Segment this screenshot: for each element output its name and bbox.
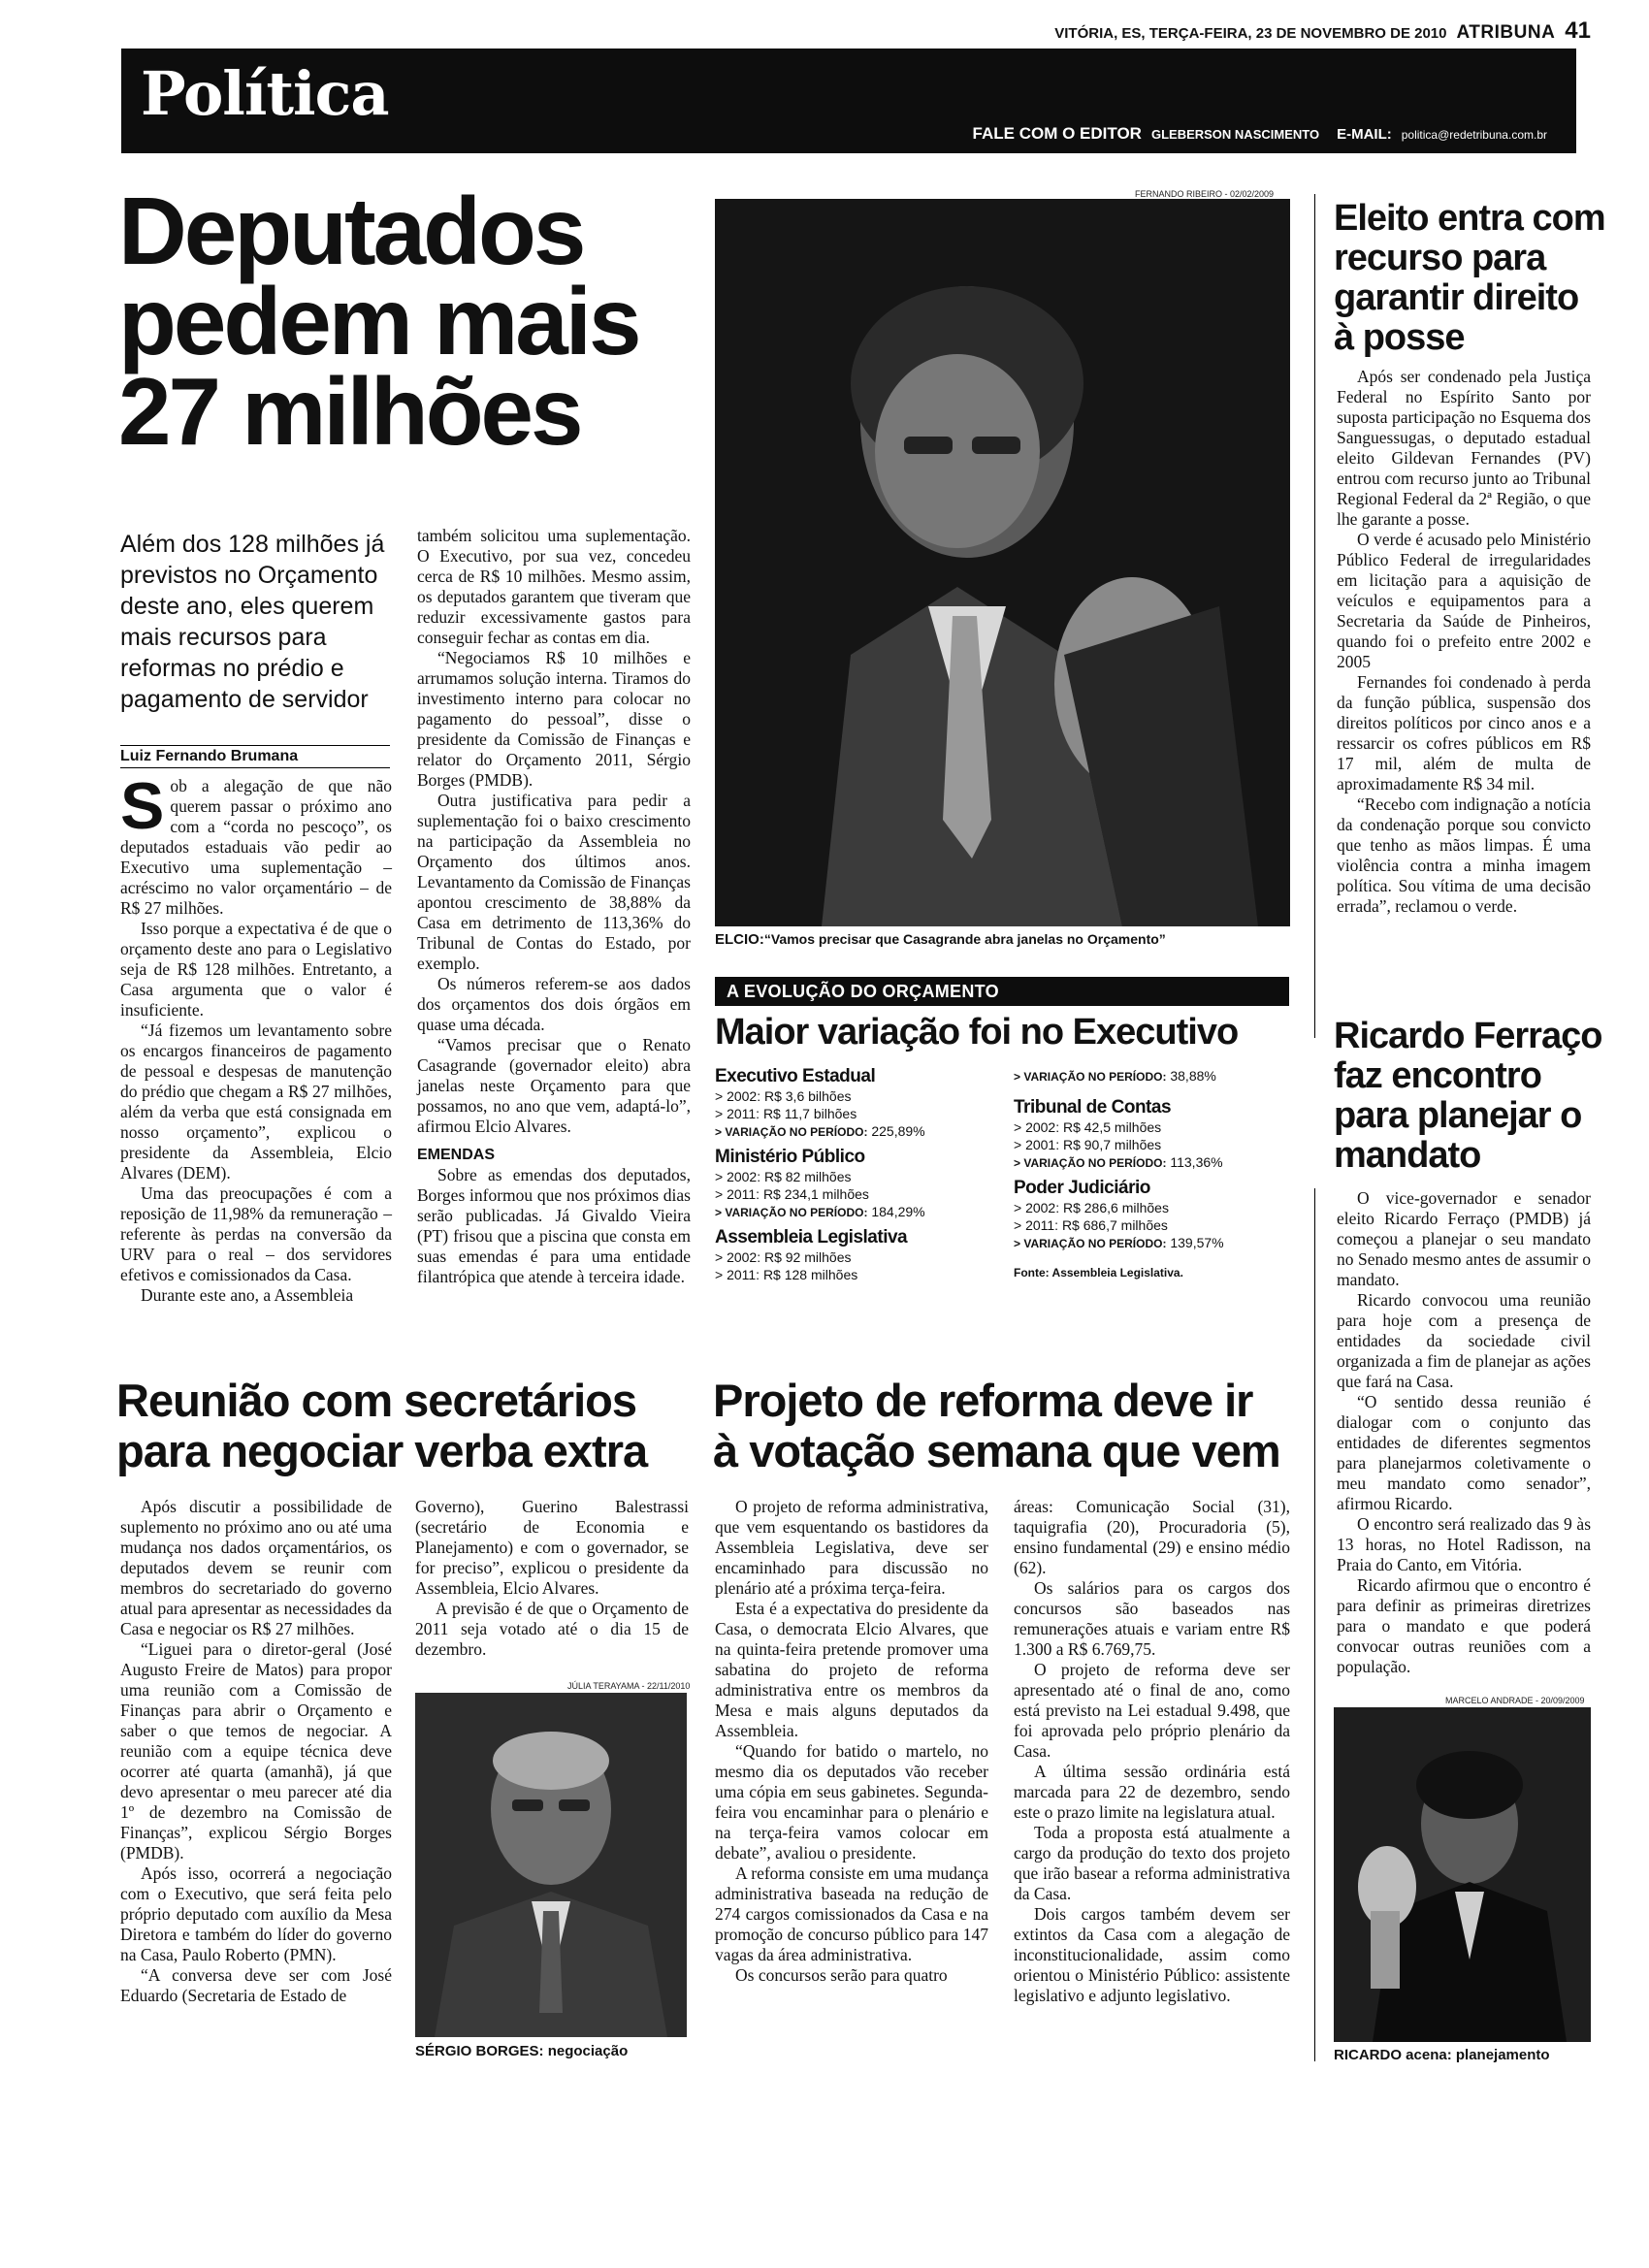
- paragraph: “Recebo com indignação a notícia da condenação porque sou convicto que tenho as mãos limpas. É uma violência contra a minha imagem política. Sou vítima de uma decisão errada”, reclamou o verde.: [1337, 794, 1591, 916]
- budget-line: > 2011: R$ 128 milhões: [715, 1267, 858, 1282]
- budget-tc: [1014, 1097, 1295, 1172]
- budget-line: > 2001: R$ 90,7 milhões: [1014, 1137, 1162, 1152]
- caption-sergio-text: negociação: [543, 2043, 629, 2059]
- column-rule-right: [1314, 194, 1315, 1038]
- story4-col-2: [1014, 1497, 1290, 2006]
- budget-judiciario: [1014, 1178, 1295, 1252]
- editor-name: GLEBERSON NASCIMENTO: [1150, 127, 1320, 142]
- editor-line: [973, 124, 1547, 144]
- main-col-1: [120, 769, 392, 1306]
- paragraph: Dois cargos também devem ser extintos da Casa com a alegação de inconstitucionalidade, assim como orientou o Ministério Público: assistente legislativo e adjunto legislativo.: [1014, 1904, 1290, 2005]
- paragraph: Uma das preocupações é com a reposição de 11,98% da remuneração – referente às perdas na conversão da URV para o real – dos servidores efetivos e comissionados da Casa.: [120, 1183, 392, 1284]
- story3-col-2: [415, 1497, 689, 1660]
- paragraph: O projeto de reforma administrativa, que vem esquentando os bastidores da Assembleia Legislativa, deve ser encaminhado para discussão no plenário até a próxima terça-feira.: [715, 1497, 988, 1598]
- photo-ricardo: [1334, 1707, 1591, 2042]
- paragraph: “O sentido dessa reunião é dialogar com o conjunto das entidades de diferentes segmentos para planejarmos coletivamente o meu mandato como senador”, afirmou Ricardo.: [1337, 1392, 1591, 1513]
- budget-entity-name: Ministério Público: [715, 1147, 865, 1167]
- paragraph: O projeto de reforma deve ser apresentado até o final de ano, como está previsto na Lei estadual 9.498, que foi aprovada pelo próprio plenário da Casa.: [1014, 1660, 1290, 1761]
- portrait-ricardo-image: [1334, 1707, 1591, 2042]
- budget-line: > 2002: R$ 3,6 bilhões: [715, 1088, 852, 1104]
- paragraph: “A conversa deve ser com José Eduardo (Secretaria de Estado de: [120, 1965, 392, 2005]
- paragraph: Isso porque a expectativa é de que o orçamento deste ano para o Legislativo seja de R$ 128 milhões. Entretanto, a Casa argumenta que o valor é insuficiente.: [120, 919, 392, 1020]
- paragraph: Governo), Guerino Balestrassi (secretário de Economia e Planejamento) e com o governador, se for preciso”, explicou o presidente da Assembleia, Elcio Alvares.: [415, 1497, 689, 1598]
- paragraph: “Negociamos R$ 10 milhões e arrumamos solução interna. Tiramos do investimento interno para colocar no pagamento do pessoal”, disse o presidente da Comissão de Finanças e relator do Orçamento 2011, Sérgio Borges (PMDB).: [417, 648, 691, 790]
- paragraph: áreas: Comunicação Social (31), taquigrafia (20), Procuradoria (5), ensino fundamental (29) e ensino médio (62).: [1014, 1497, 1290, 1577]
- byline: Luiz Fernando Brumana: [120, 745, 390, 768]
- paragraph: “Quando for batido o martelo, no mesmo dia os deputados vão receber uma cópia em seus gabinetes. Segunda-feira vou encaminhar para o plenário e na terça-feira vamos colocar em debate”, avaliou o presidente.: [715, 1741, 988, 1863]
- budget-line: > 2011: R$ 234,1 milhões: [715, 1186, 869, 1202]
- story3-headline-line-1: Reunião com secretários: [116, 1375, 636, 1426]
- story3-col-1: [120, 1497, 392, 2006]
- paragraph: “Liguei para o diretor-geral (José Augusto Freire de Matos) para propor uma reunião com a Comissão de Finanças para abrir o Orçamento e saber o que temos de negociar. A reunião com a equipe técnica deve ocorrer até quarta (amanhã), já que devo apresentar o meu parecer até dia 1º de dezembro na Comissão de Finanças”, explicou Sérgio Borges (PMDB).: [120, 1639, 392, 1863]
- paragraph: Após isso, ocorrerá a negociação com o Executivo, que será feita pelo próprio deputado com auxílio da Mesa Diretora e também do líder do governo na Casa, Paulo Roberto (PMN).: [120, 1863, 392, 1964]
- story4-headline-line-2: à votação semana que vem: [713, 1425, 1280, 1476]
- caption-elcio-text: “Vamos precisar que Casagrande abra janelas no Orçamento”: [763, 931, 1166, 947]
- subhead-emendas: EMENDAS: [417, 1147, 496, 1163]
- paragraph: O verde é acusado pelo Ministério Público Federal de irregularidades em licitação para a aquisição de veículos e equipamentos para a Secretaria da Saúde de Pinheiros, quando foi o prefeito entre 2002 e 2005: [1337, 530, 1591, 671]
- caption-ricardo-text: acena: planejamento: [1402, 2047, 1550, 2063]
- paragraph: Ricardo convocou uma reunião para hoje com a presença de entidades da sociedade civil organizada a fim de planejar as ações que fará na Casa.: [1337, 1290, 1591, 1391]
- caption-elcio: [715, 931, 1297, 948]
- email-address: politica@redetribuna.com.br: [1401, 128, 1547, 142]
- budget-line: > 2002: R$ 82 milhões: [715, 1169, 852, 1184]
- column-rule-bottom-right: [1314, 1188, 1315, 2061]
- budget-entity-name: Executivo Estadual: [715, 1066, 876, 1086]
- story3-headline-line-2: para negociar verba extra: [116, 1425, 648, 1476]
- story4-col-1: [715, 1497, 988, 1986]
- paragraph: Ricardo afirmou que o encontro é para definir as primeiras diretrizes para o mandato e que poderá convocar outras reuniões com a população.: [1337, 1575, 1591, 1676]
- main-deck: Além dos 128 milhões já previstos no Orçamento deste ano, eles querem mais recursos para reformas no prédio e pagamento de servidor: [120, 531, 385, 713]
- paragraph: Os números referem-se aos dados dos orçamentos dos dois órgãos em quase uma década.: [417, 974, 691, 1034]
- budget-variation: > VARIAÇÃO NO PERÍODO: 113,36%: [1014, 1154, 1223, 1170]
- story3-headline: [116, 1376, 698, 1476]
- portrait-sergio-image: [415, 1693, 687, 2037]
- budget-line: > 2011: R$ 11,7 bilhões: [715, 1106, 857, 1121]
- budget-col-right: [1014, 1067, 1295, 1280]
- paragraph: A última sessão ordinária está marcada para 22 de dezembro, sendo este o prazo limite na legislatura atual.: [1014, 1762, 1290, 1822]
- budget-line: > 2011: R$ 686,7 milhões: [1014, 1217, 1168, 1233]
- photo-credit-elcio: FERNANDO RIBEIRO - 02/02/2009: [1135, 189, 1275, 199]
- budget-line: > 2002: R$ 286,6 milhões: [1014, 1200, 1169, 1215]
- dropcap: S: [120, 769, 165, 843]
- paper-name: ATRIBUNA: [1456, 22, 1556, 43]
- story4-headline: [713, 1376, 1314, 1476]
- budget-col-left: [715, 1060, 1006, 1283]
- budget-executivo: [715, 1066, 1006, 1141]
- budget-entity-name: Poder Judiciário: [1014, 1178, 1150, 1198]
- budget-entity-name: Tribunal de Contas: [1014, 1097, 1172, 1118]
- headline-line-1: Deputados: [118, 178, 584, 284]
- editor-label: FALE COM O EDITOR: [972, 124, 1142, 143]
- caption-ricardo: [1334, 2047, 1550, 2063]
- paragraph: Os concursos serão para quatro: [735, 1965, 948, 1985]
- budget-assembleia: [715, 1227, 1006, 1283]
- paragraph: Durante este ano, a Assembleia: [141, 1285, 354, 1305]
- caption-sergio: [415, 2043, 628, 2059]
- paragraph: Sobre as emendas dos deputados, Borges informou que nos próximos dias serão publicadas. Já Givaldo Vieira (PT) frisou que a piscina que consta em suas emendas é para uma entidade filantrópica que atende à terceira idade.: [417, 1165, 691, 1286]
- paragraph: Fernandes foi condenado à perda da função pública, suspensão dos direitos políticos por cinco anos e a ressarcir os cofres públicos em R$ 17 mil, além de multa de aproximadamente R$ 34 mil.: [1337, 672, 1591, 794]
- budget-variation: > VARIAÇÃO NO PERÍODO: 184,29%: [715, 1204, 925, 1219]
- headline-line-2: pedem mais: [118, 268, 639, 374]
- paragraph: Os salários para os cargos dos concursos são baseados nas remunerações atuais e variam entre R$ 1.300 a R$ 6.769,75.: [1014, 1578, 1290, 1659]
- side2-body: [1337, 1188, 1591, 1677]
- paragraph: A reforma consiste em uma mudança administrativa baseada na redução de 274 cargos comissionados da Casa e na promoção de concurso público para 147 vagas da área administrativa.: [715, 1863, 988, 1964]
- photo-credit-sergio: JÚLIA TERAYAMA - 22/11/2010: [567, 1681, 691, 1691]
- section-title: Política: [141, 58, 389, 129]
- caption-ricardo-name: RICARDO: [1334, 2047, 1402, 2063]
- portrait-elcio-image: [715, 199, 1290, 926]
- paragraph: A previsão é de que o Orçamento de 2011 seja votado até o dia 15 de dezembro.: [415, 1599, 689, 1659]
- photo-credit-ricardo: MARCELO ANDRADE - 20/09/2009: [1445, 1696, 1585, 1705]
- dateline-row: [1054, 17, 1591, 45]
- side2-headline: Ricardo Ferraço faz encontro para planejar o mandato: [1334, 1016, 1602, 1176]
- photo-sergio: [415, 1693, 687, 2037]
- paragraph: “Vamos precisar que o Renato Casagrande (governador eleito) abra janelas neste Orçamento para que possamos, no ano que vem, adaptá-lo”, afirmou Elcio Alvares.: [417, 1035, 691, 1136]
- paragraph: Outra justificativa para pedir a suplementação foi o baixo crescimento na participação da Assembleia no Orçamento dos últimos anos. Levantamento da Comissão de Finanças apontou crescimento de 38,88% da Casa em detrimento de 113,36% do Tribunal de Contas do Estado, por exemplo.: [417, 791, 691, 973]
- budget-line: > 2002: R$ 42,5 milhões: [1014, 1119, 1162, 1135]
- budget-variation: > VARIAÇÃO NO PERÍODO: 139,57%: [1014, 1235, 1224, 1250]
- budget-entity-name: Assembleia Legislativa: [715, 1227, 908, 1247]
- dateline: VITÓRIA, ES, TERÇA-FEIRA, 23 DE NOVEMBRO DE 2010: [1054, 25, 1447, 42]
- caption-elcio-name: ELCIO:: [715, 931, 764, 948]
- side1-body: [1337, 367, 1591, 917]
- main-col-2: [417, 526, 691, 1287]
- budget-title: Maior variação foi no Executivo: [715, 1012, 1239, 1053]
- photo-elcio: [715, 199, 1290, 926]
- main-headline: [118, 178, 691, 465]
- paragraph: Após discutir a possibilidade de suplemento no próximo ano ou até uma mudança nos dados orçamentários, os deputados devem se reunir com membros do secretariado do governo atual para apresentar as necessidades da Casa e negociar os R$ 27 milhões.: [120, 1497, 392, 1638]
- headline-line-3: 27 milhões: [118, 358, 581, 465]
- budget-variation: > VARIAÇÃO NO PERÍODO: 38,88%: [1014, 1068, 1216, 1084]
- paragraph: “Já fizemos um levantamento sobre os encargos financeiros de pagamento de pessoal e despesas de manutenção do prédio que chegam a R$ 27 milhões, além da verba que está consignada em nosso orçamento”, explicou o presidente da Assembleia, Elcio Alvares (DEM).: [120, 1021, 392, 1183]
- side1-headline: Eleito entra com recurso para garantir direito à posse: [1334, 198, 1605, 358]
- paragraph: O encontro será realizado das 9 às 13 horas, no Hotel Radisson, na Praia do Canto, em Vitória.: [1337, 1514, 1591, 1574]
- budget-line: > 2002: R$ 92 milhões: [715, 1249, 852, 1265]
- paragraph: ob a alegação de que não querem passar o próximo ano com a “corda no pescoço”, os deputados estaduais vão pedir ao Executivo uma suplementação – acréscimo no valor orçamentário – de R$ 27 milhões.: [120, 776, 392, 918]
- email-label: E-MAIL:: [1337, 126, 1392, 143]
- budget-source: Fonte: Assembleia Legislativa.: [1014, 1266, 1183, 1280]
- paragraph: também solicitou uma suplementação. O Executivo, por sua vez, concedeu cerca de R$ 10 milhões. Mesmo assim, os deputados garantem que tiveram que reduzir excessivamente gastos para conseguir fechar as contas em dia.: [417, 526, 691, 647]
- paragraph: Após ser condenado pela Justiça Federal no Espírito Santo por suposta participação no Esquema dos Sanguessugas, o deputado estadual eleito Gildevan Fernandes (PV) entrou com recurso junto ao Tribunal Regional Federal da 2ª Região, o que lhe garante a posse.: [1337, 367, 1591, 529]
- paragraph: O vice-governador e senador eleito Ricardo Ferraço (PMDB) já começou a planejar o seu mandato no Senado mesmo antes de assumir o mandato.: [1337, 1188, 1591, 1289]
- paragraph: Esta é a expectativa do presidente da Casa, o democrata Elcio Alvares, que na quinta-feira pretende promover uma sabatina do projeto de reforma administrativa entre os membros da Mesa e mais alguns deputados da Assembleia.: [715, 1599, 988, 1740]
- budget-variation: > VARIAÇÃO NO PERÍODO: 225,89%: [715, 1123, 925, 1139]
- budget-tag: A EVOLUÇÃO DO ORÇAMENTO: [715, 977, 1289, 1006]
- budget-mp: [715, 1147, 1006, 1221]
- paragraph: Toda a proposta está atualmente a cargo da produção do texto dos projeto que irão basear a reforma administrativa da Casa.: [1014, 1823, 1290, 1903]
- section-banner: [121, 49, 1576, 153]
- caption-sergio-name: SÉRGIO BORGES:: [415, 2043, 544, 2059]
- page-number: 41: [1565, 17, 1591, 44]
- story4-headline-line-1: Projeto de reforma deve ir: [713, 1375, 1253, 1426]
